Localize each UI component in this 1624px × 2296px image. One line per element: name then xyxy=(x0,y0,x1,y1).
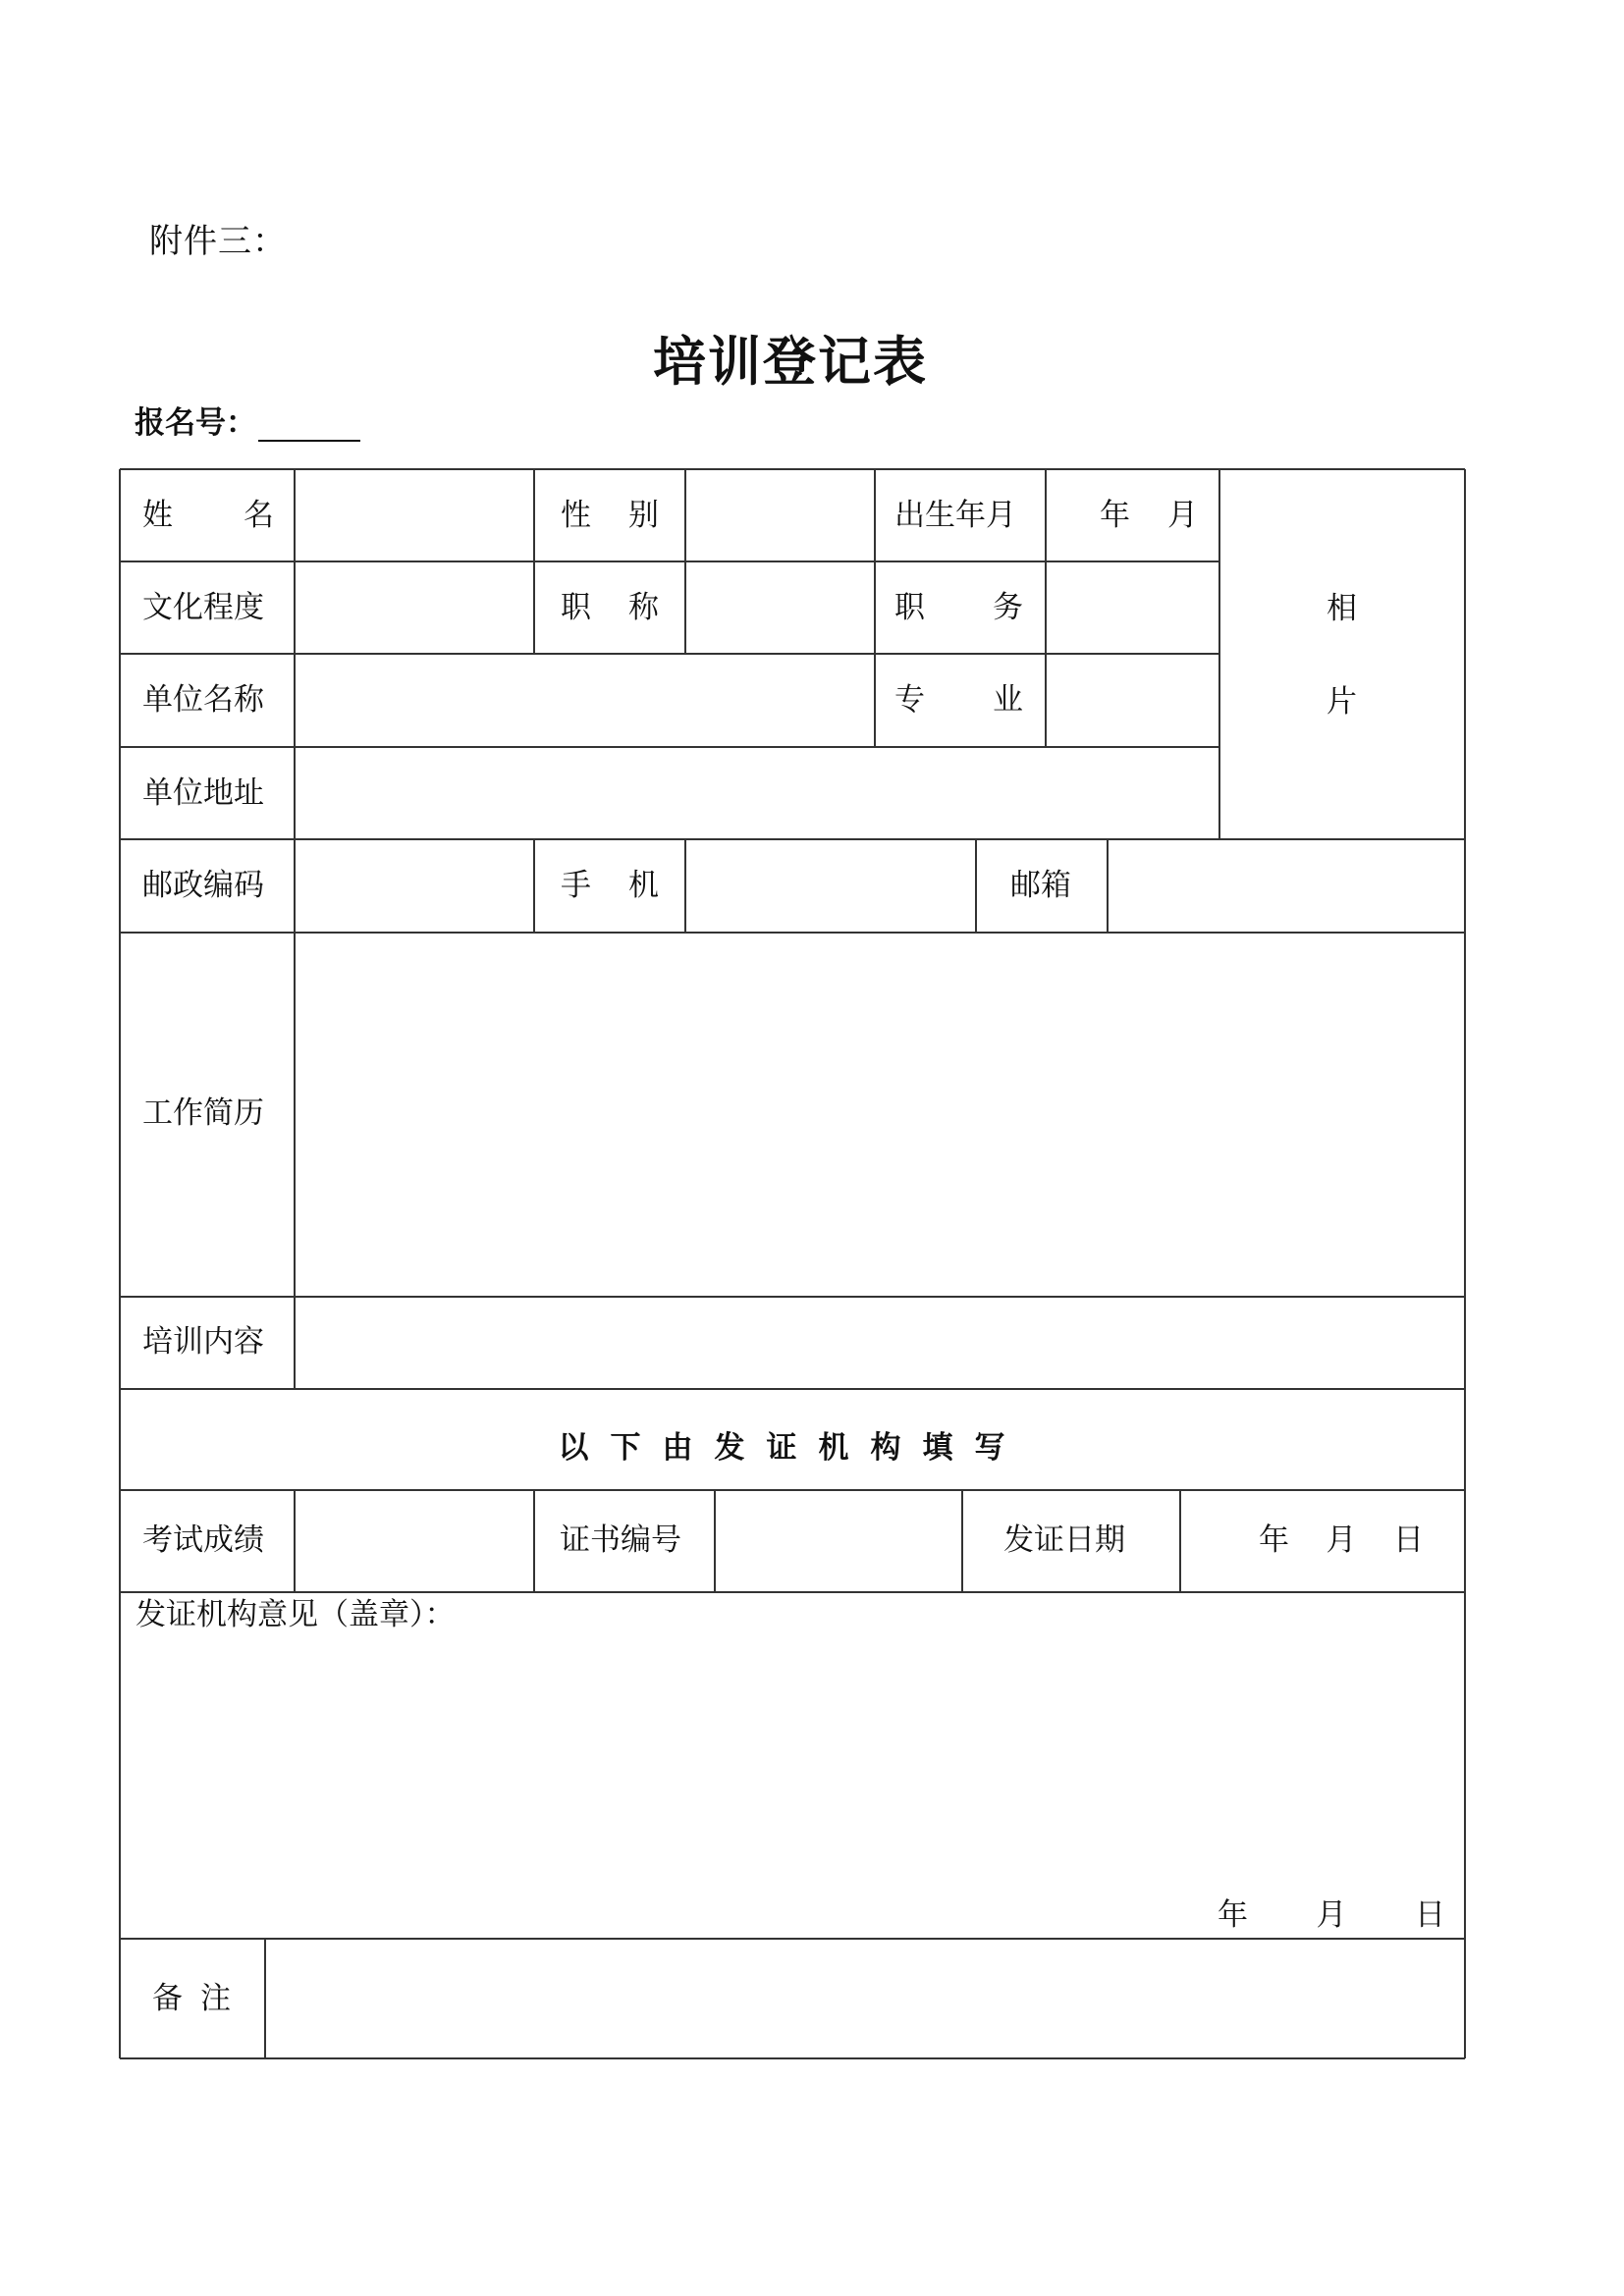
label-part: 年 xyxy=(1259,1522,1289,1558)
label-part: 职 xyxy=(561,590,591,625)
major-label xyxy=(894,682,1023,718)
title-field[interactable] xyxy=(687,563,873,652)
label-part: 注 xyxy=(200,1981,231,2016)
email-label: 邮箱 xyxy=(1010,868,1071,903)
label-part: 务 xyxy=(993,590,1023,625)
label-part: 职 xyxy=(894,590,925,625)
label-part: 月 xyxy=(1316,1897,1347,1933)
label-part: 名 xyxy=(244,498,274,533)
issuer-opinion-date[interactable] xyxy=(1218,1897,1445,1933)
issuer-section-title: 以下由发证机构填写 xyxy=(558,1430,1027,1466)
gender-field[interactable] xyxy=(687,471,873,560)
exam-score-label: 考试成绩 xyxy=(142,1522,264,1558)
unit-name-label: 单位名称 xyxy=(142,682,264,718)
label-part: 手 xyxy=(561,868,591,903)
name-field[interactable] xyxy=(297,471,532,560)
postcode-field[interactable] xyxy=(297,841,532,931)
title-label xyxy=(561,590,659,625)
label-part: 月 xyxy=(1326,1522,1357,1558)
label-part: 日 xyxy=(1393,1522,1424,1558)
work-history-field[interactable] xyxy=(297,934,1463,1295)
training-content-label: 培训内容 xyxy=(142,1324,264,1360)
issue-date-field[interactable] xyxy=(1259,1522,1424,1558)
photo-label-1: 相 xyxy=(1326,591,1357,626)
major-field[interactable] xyxy=(1048,656,1218,745)
gender-label xyxy=(561,498,659,533)
photo-label-2: 片 xyxy=(1326,684,1357,720)
page-title: 培训登记表 xyxy=(653,331,928,393)
position-field[interactable] xyxy=(1048,563,1218,652)
registration-number-label: 报名号： xyxy=(135,405,256,441)
label-part: 日 xyxy=(1415,1897,1445,1933)
issuer-opinion-field[interactable] xyxy=(122,1639,1463,1885)
cert-number-label: 证书编号 xyxy=(560,1522,681,1558)
label-part: 性 xyxy=(561,498,591,533)
label-part: 别 xyxy=(628,498,659,533)
label-part: 年 xyxy=(1100,498,1130,533)
mobile-label xyxy=(561,868,659,903)
label-part: 称 xyxy=(628,590,659,625)
birth-year-month[interactable] xyxy=(1100,498,1198,533)
remark-field[interactable] xyxy=(267,1941,1463,2056)
mobile-field[interactable] xyxy=(687,841,974,931)
label-part: 备 xyxy=(152,1981,183,2016)
name-label xyxy=(142,498,274,533)
cert-number-field[interactable] xyxy=(717,1492,960,1590)
unit-address-field[interactable] xyxy=(297,749,1218,837)
unit-address-label: 单位地址 xyxy=(142,775,264,811)
training-content-field[interactable] xyxy=(297,1299,1463,1387)
label-part: 年 xyxy=(1218,1897,1248,1933)
issuer-opinion-label: 发证机构意见（盖章）： xyxy=(135,1597,456,1632)
label-part: 机 xyxy=(628,868,659,903)
education-field[interactable] xyxy=(297,563,532,652)
issue-date-label: 发证日期 xyxy=(1003,1522,1125,1558)
label-part: 月 xyxy=(1167,498,1198,533)
education-label: 文化程度 xyxy=(142,590,264,625)
email-field[interactable] xyxy=(1110,841,1463,931)
unit-name-field[interactable] xyxy=(297,656,873,745)
label-part: 姓 xyxy=(142,498,173,533)
photo-area[interactable] xyxy=(1221,471,1463,837)
position-label xyxy=(894,590,1023,625)
remark-label xyxy=(152,1981,231,2016)
exam-score-field[interactable] xyxy=(297,1492,532,1590)
birth-label: 出生年月 xyxy=(894,498,1016,533)
work-history-label: 工作简历 xyxy=(142,1095,264,1131)
label-part: 业 xyxy=(993,682,1023,718)
attachment-label: 附件三： xyxy=(149,222,287,261)
postcode-label: 邮政编码 xyxy=(142,868,264,903)
label-part: 专 xyxy=(894,682,925,718)
